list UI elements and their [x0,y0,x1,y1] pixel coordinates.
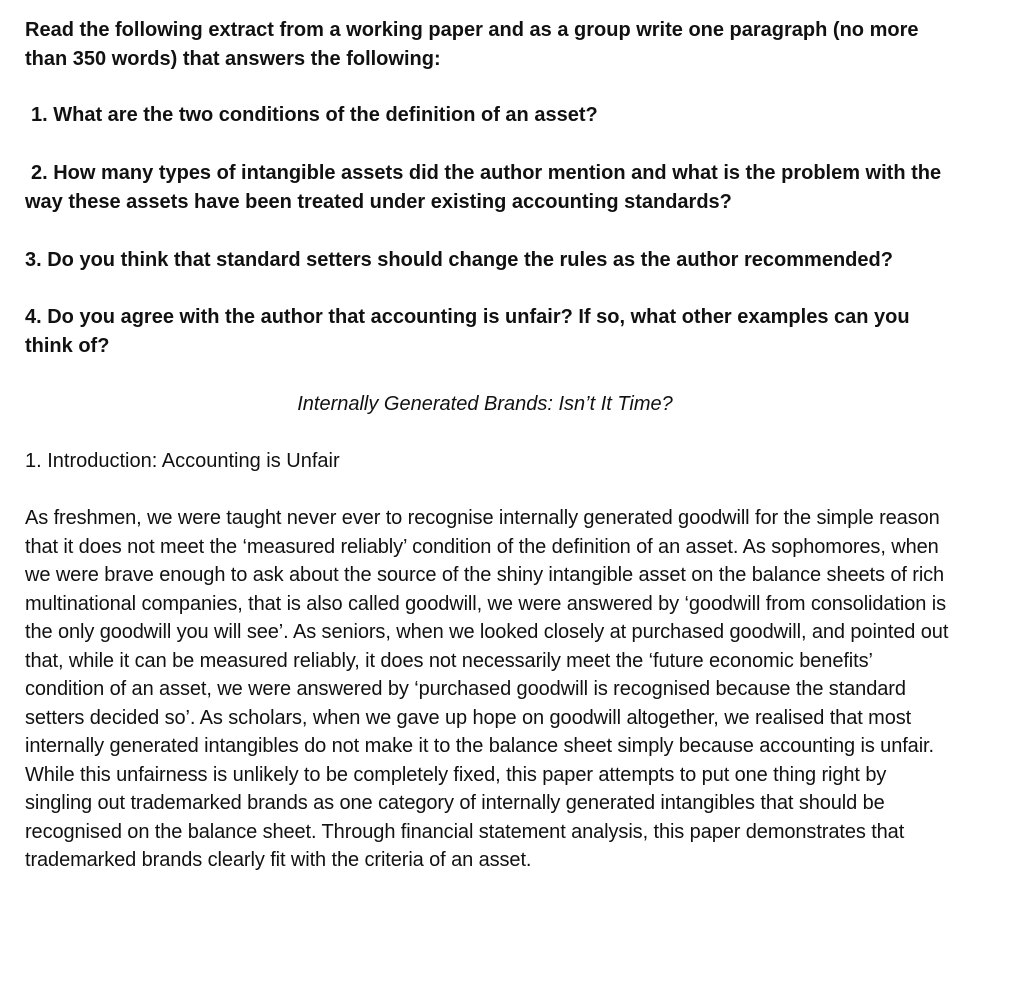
question-3: 3. Do you think that standard setters should change the rules as the author recommended? [25,249,893,271]
question-2 [25,159,955,217]
instructions: Read the following extract from a working paper and as a group write one paragraph (no more than 350 words) that answers the following: [25,19,919,70]
question-4: 4. Do you agree with the author that accounting is unfair? If so, what other examples can you think of? [25,306,910,357]
document-page [25,16,955,875]
question-1-text: 1. What are the two conditions of the definition of an asset? [31,104,598,126]
question-2-text: 2. How many types of intangible assets did the author mention and what is the problem with the way these assets have been treated under existing accounting standards? [25,162,942,213]
section-heading: 1. Introduction: Accounting is Unfair [25,450,340,472]
paper-title: Internally Generated Brands: Isn’t It Time? [297,393,673,415]
body-paragraph: As freshmen, we were taught never ever to recognise internally generated goodwill for the simple reason that it does not meet the ‘measured reliably’ condition of the definition of an asset. As sophomores, when we were brave enough to ask about the source of the shiny intangible asset on the balance sheets of rich multinational companies, that is also called goodwill, we were answered by ‘goodwill from consolidation is the only goodwill you will see’. As seniors, when we looked closely at purchased goodwill, and pointed out that, while it can be measured reliably, it does not necessarily meet the ‘future economic benefits’ condition of an asset, we were answered by ‘purchased goodwill is recognised because the standard setters decided so’. As scholars, when we gave up hope on goodwill altogether, we realised that most internally generated intangibles do not make it to the balance sheet simply because accounting is unfair. While this unfairness is unlikely to be completely fixed, this paper attempts to put one thing right by singling out trademarked brands as one category of internally generated intangibles that should be recognised on the balance sheet. Through financial statement analysis, this paper demonstrates that trademarked brands clearly fit with the criteria of an asset. [25,507,949,871]
question-1 [25,101,955,130]
